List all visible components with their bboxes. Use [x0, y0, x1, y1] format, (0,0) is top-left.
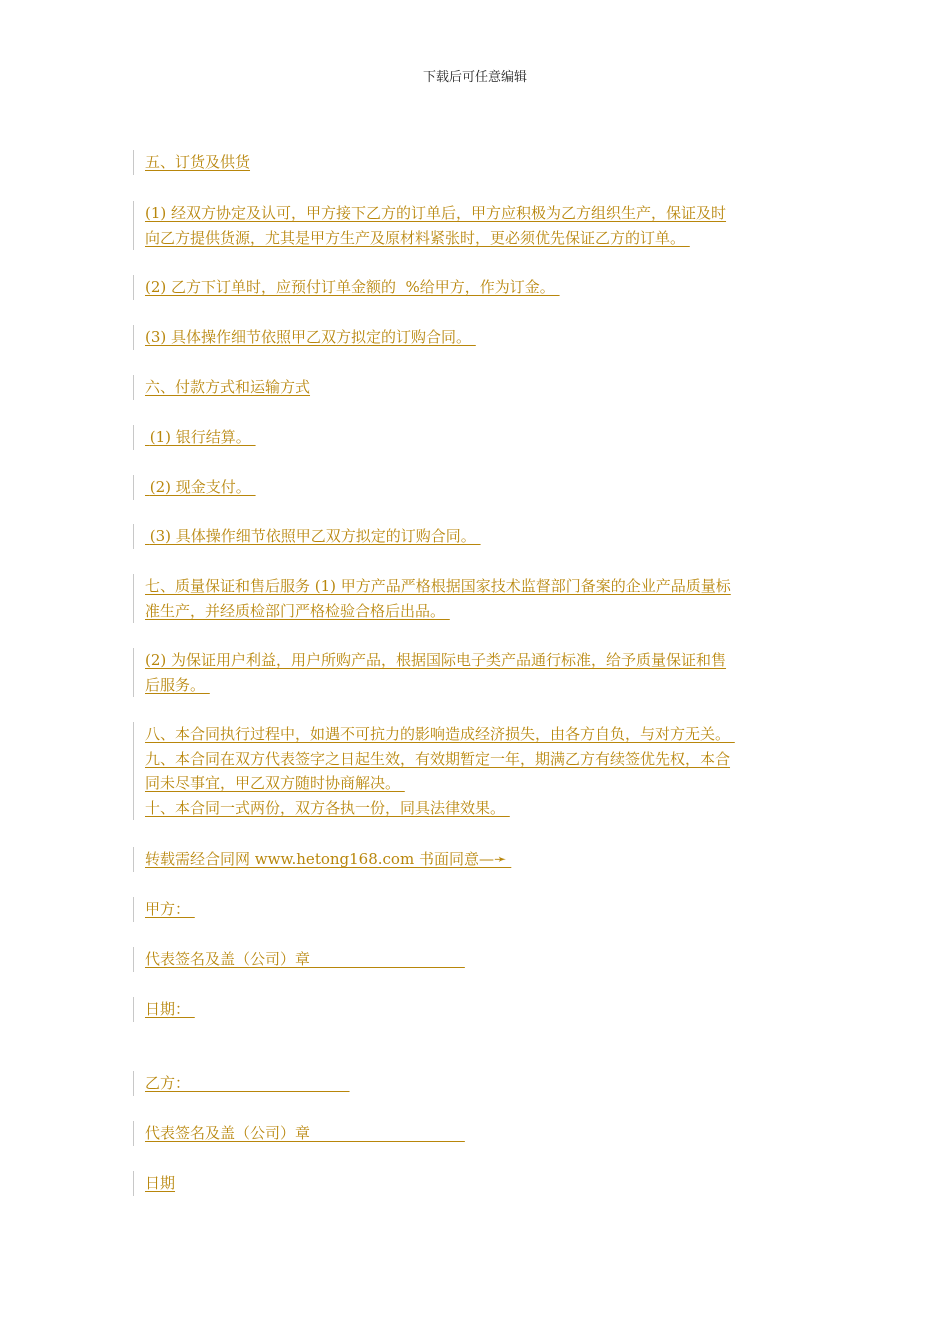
text-line: 后服务。: [145, 675, 210, 694]
text-line: 同未尽事宜，甲乙双方随时协商解决。: [145, 774, 405, 792]
page-header: 下载后可任意编辑: [422, 70, 527, 85]
section-7-clause-1: [133, 574, 825, 623]
text-line: (3) 具体操作细节依照甲乙双方拟定的订购合同。: [145, 328, 476, 346]
clause-6-3: [133, 524, 825, 549]
text-line: 准生产，并经质检部门严格检验合格后出品。: [145, 601, 450, 620]
text-line: 七、质量保证和售后服务 (1) 甲方产品严格根据国家技术监督部门备案的企业产品质量标: [145, 577, 731, 595]
party-a-signature: [133, 947, 825, 972]
text-line: 日期：: [145, 1000, 195, 1018]
text-line: 十、本合同一式两份，双方各执一份，同具法律效果。: [145, 798, 510, 817]
text-line: (3) 具体操作细节依照甲乙双方拟定的订购合同。: [145, 527, 481, 545]
party-b-signature: [133, 1121, 825, 1146]
clause-5-1: [133, 201, 825, 250]
party-b-date: [133, 1171, 825, 1196]
clause-6-1: [133, 425, 825, 450]
text-line: (2) 现金支付。: [145, 478, 256, 496]
text-line: 代表签名及盖（公司）章 ____________________: [145, 1124, 465, 1142]
party-a-label: [133, 897, 825, 922]
section-5-heading: [133, 150, 825, 175]
text-line: (2) 为保证用户利益，用户所购产品，根据国际电子类产品通行标准，给予质量保证和售: [145, 651, 727, 669]
text-line: 甲方：: [145, 900, 195, 918]
clause-5-3: [133, 325, 825, 350]
text-line: (1) 经双方协定及认可，甲方接下乙方的订单后，甲方应积极为乙方组织生产，保证及时: [145, 204, 727, 222]
text-line: 向乙方提供货源，尤其是甲方生产及原材料紧张时，更必须优先保证乙方的订单。: [145, 228, 690, 247]
text-line: 乙方： ____________________: [145, 1074, 350, 1092]
text-line: 代表签名及盖（公司）章 ____________________: [145, 950, 465, 968]
text-line: (1) 银行结算。: [145, 428, 256, 446]
text-line: 转载需经合同网 www.hetong168.com 书面同意—➛: [145, 850, 512, 868]
text-line: 六、付款方式和运输方式: [145, 378, 311, 396]
section-6-heading: [133, 375, 825, 400]
clause-5-2: [133, 275, 825, 300]
sections-8-10: [133, 722, 825, 820]
clause-6-2: [133, 475, 825, 500]
party-a-date: [133, 997, 825, 1022]
party-b-label: [133, 1071, 825, 1096]
text-line: 九、本合同在双方代表签字之日起生效，有效期暂定一年，期满乙方有续签优先权，本合: [145, 749, 731, 768]
clause-7-2: [133, 648, 825, 697]
text-line: 日期: [145, 1174, 176, 1192]
text-line: (2) 乙方下订单时，应预付订单金额的 %给甲方，作为订金。: [145, 278, 560, 296]
source-note: [133, 847, 825, 872]
text-line: 八、本合同执行过程中，如遇不可抗力的影响造成经济损失，由各方自负，与对方无关。: [145, 725, 735, 743]
text-line: 五、订货及供货: [145, 153, 251, 171]
